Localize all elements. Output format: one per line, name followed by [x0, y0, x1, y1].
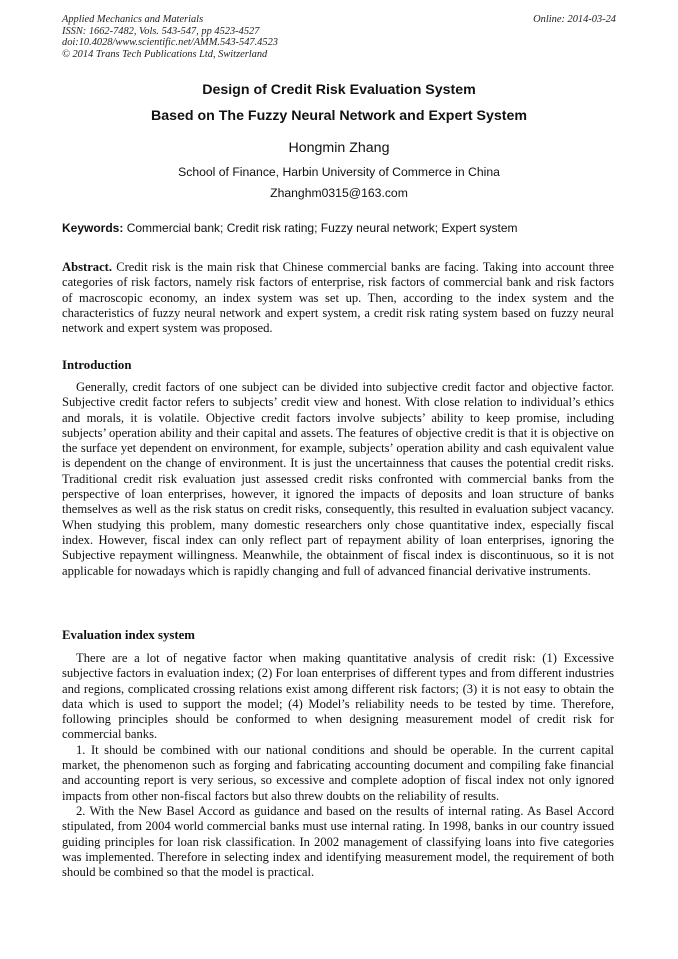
- section-heading-introduction: Introduction: [62, 358, 132, 372]
- keywords-label: Keywords:: [62, 221, 124, 235]
- evaluation-body: [62, 651, 614, 880]
- abstract-text: Credit risk is the main risk that Chinese commercial banks are facing. Taking into account three categories of risk factors, namely risk factors of enterprise, risk factors of commercial bank and risk factors of macroscopic economy, an index system was set up. Then, according to the index system and the characteristics of fuzzy neural network and expert system, a credit risk rating system based on fuzzy neural network and expert system was proposed.: [62, 260, 614, 336]
- evaluation-paragraph-1: There are a lot of negative factor when making quantitative analysis of credit risk: (1) Excessive subjective factors in evaluation index; (2) For loan enterprises of different types and from different industries and regions, complicated crossing relations exist among different risk factors; (3) it is not easy to obtain the data which is used to support the model; (4) Model’s reliability needs to be tested by time. Therefore, following principles should be conformed to when designing measurement model of credit risk for commercial banks.: [62, 651, 614, 742]
- journal-header: [62, 14, 616, 60]
- keywords-text: Commercial bank; Credit risk rating; Fuzzy neural network; Expert system: [123, 221, 518, 235]
- journal-name: Applied Mechanics and Materials: [62, 14, 204, 25]
- introduction-body: [62, 380, 614, 579]
- paper-title-line-2: Based on The Fuzzy Neural Network and Expert System: [150, 108, 528, 124]
- paper-title-line-1: Design of Credit Risk Evaluation System: [202, 82, 476, 98]
- section-heading-evaluation: Evaluation index system: [62, 628, 195, 642]
- doi-line: doi:10.4028/www.scientific.net/AMM.543-547.4523: [62, 37, 278, 49]
- issn-line: ISSN: 1662-7482, Vols. 543-547, pp 4523-4527: [62, 25, 260, 37]
- copyright-line: © 2014 Trans Tech Publications Ltd, Switzerland: [62, 48, 268, 60]
- author-name: Hongmin Zhang: [288, 140, 390, 156]
- abstract-label: Abstract.: [62, 260, 113, 274]
- author-affiliation: School of Finance, Harbin University of Commerce in China: [178, 165, 500, 179]
- online-date: Online: 2014-03-24: [533, 14, 616, 25]
- evaluation-paragraph-3: 2. With the New Basel Accord as guidance and based on the results of internal rating. As Basel Accord stipulated, from 2004 world commercial banks must use internal rating. In 1998, banks in our country issued guiding principles for loan risk classification. In 2002 management of classifying loans into five categories was implemented. Therefore in selecting index and identifying measurement model, the requirement of both should be combined so that the model is practical.: [62, 803, 614, 880]
- author-email: Zhanghm0315@163.com: [270, 186, 408, 200]
- abstract: [62, 260, 614, 336]
- keywords: [62, 221, 618, 235]
- evaluation-paragraph-2: 1. It should be combined with our national conditions and should be operable. In the current capital market, the phenomenon such as forging and fabricating accounting document and compiling fake financial and accounting report is very serious, so excessive and complete adoption of fiscal index not only ignored impacts from other non-fiscal factors but also threw doubts on the reliability of results.: [62, 742, 614, 803]
- introduction-paragraph: Generally, credit factors of one subject can be divided into subjective credit factor and objective factor. Subjective credit factor refers to subjects’ credit view and honest. With close relation to individual’s ethics and morals, it is volatile. Objective credit factors involve subjects’ ability to keep promise, including subjects’ operation ability and their capital and assets. The features of objective credit is that it is objective on the surface yet dependent on environment, for example, subjects’ operation ability and cash equivalent value is dependent on the change of environment. It is just the uncertainness that causes the potential credit risks. Traditional credit risk evaluation just assessed credit risks confronted with commercial banks from the perspective of loan enterprises, however, it ignored the impacts of deposits and loan structure of banks themselves as well as the risk status on credit risks, consequently, this resulted in evaluation subject vacancy. When studying this problem, many domestic researchers only chose quantitative index, especially fiscal index. However, fiscal index can only reflect part of repayment ability of loan enterprises, ignoring the Subjective repayment willingness. Meanwhile, the obtainment of fiscal index is discontinuous, so it is not applicable for nowadays which is rapidly changing and full of advanced financial derivative instruments.: [62, 380, 614, 578]
